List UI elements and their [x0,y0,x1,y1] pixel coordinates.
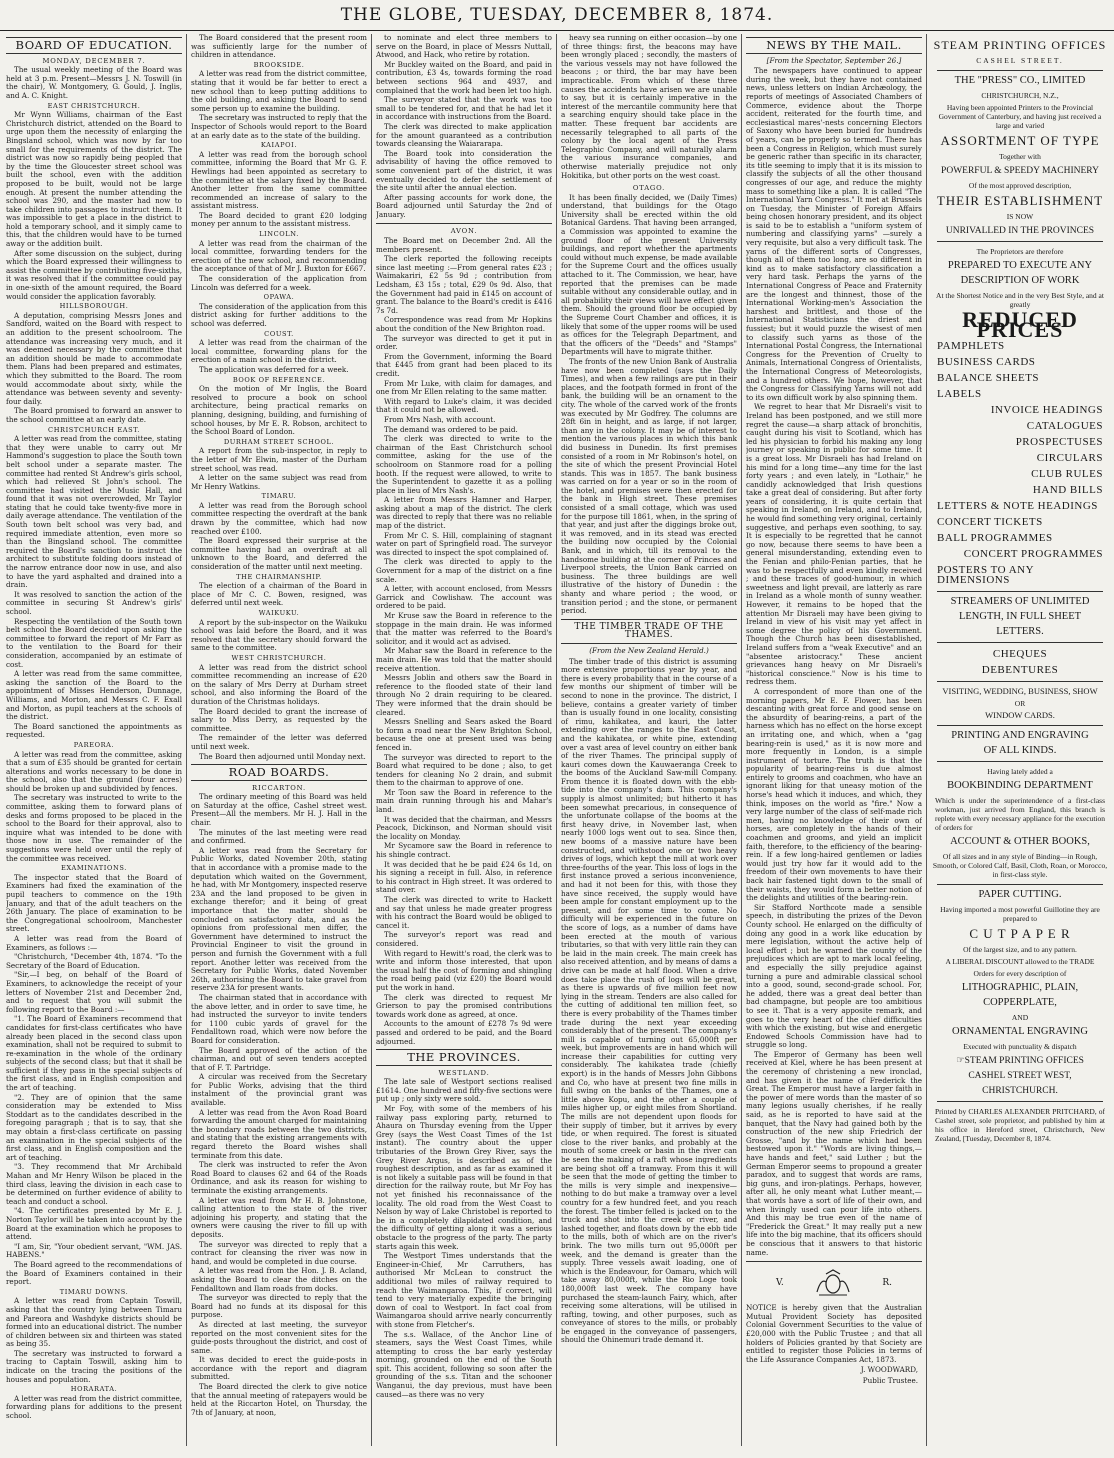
ad-heading: STEAM PRINTING OFFICES [933,38,1107,52]
ad-street: CASHEL STREET. [976,56,1064,65]
column-news-by-mail [746,34,922,1444]
article-paragraph: A letter was read from the Board of Examiners, as follows :— [6,933,182,952]
article-paragraph: A circular was received from the Secretary for Public Works, advising that the third instalment of the provincial grant was available. [191,1072,367,1108]
article-paragraph: A report from the sub-inspector, in reply to the letter of Mr Elwin, master of the Durham street school, was read. [191,446,367,473]
section-subtitle: OTAGO. [632,184,666,193]
ad-unrivalled: UNRIVALLED IN THE PROVINCES [945,226,1095,236]
article-paragraph: Mr Foy, with some of the members of his railway pass exploring party, returned to Ahaura on Thursday evening from the Upper Grey (says the West Coast Times of the 1st instant). The country about the upper tributaries of the Brown Grey River, says the Grey River Argus, is described as of the roughest description, and as far as examined it is not likely a suitable pass will be found in that direction for the railway route, but Mr Foy has not yet finished his reconnaissance of the locality. The old road from the West Coast to Nelson by way of Lake Christobel is reported to be in a completely dilapidated condition, and the difficulty of getting along it was a serious obstacle to the progress of the party. The party starts again this week. [376,1104,552,1251]
ad-ornamental: ORNAMENTAL ENGRAVING [952,1026,1088,1037]
article-paragraph: The surveyor was directed to reply that a contract for cleansing the river was now in hand, and would be completed in due course. [191,1239,367,1266]
masthead: THE GLOBE, TUESDAY, DECEMBER 8, 1874. [0,0,1114,31]
ad-lithographic: LITHOGRAPHIC, PLAIN, [961,982,1079,993]
article-paragraph: Mr Toon saw the Board in reference to the main drain running through his and Mahar's land. [376,787,552,815]
subheading: TIMARU. [261,492,297,501]
article-paragraph: A letter was read from the Secretary for Public Works, dated November 20th, stating that in accordance with a promise made to the deputation which waited on the Government, he had, with Mr Montgomery, inspected reserve 23A and the land proposed to be given in exchange therefor; and it being of great importance that the matter should be concluded on satisfactory data, and as the opinions from professional men differ, the Government have determined to instruct the Provincial Engineer to visit the ground in person and furnish the Government with a full report. Another letter was received from the Secretary for Public Works, dated November 26th, authorising the Board to take gravel from reserve 23A for present wants. [191,845,367,993]
article-paragraph: Mr Buckley waited on the Board, and paid in contribution, £3 4s, towards forming the road between sections 964 and 4937, and complained that the work had been let too high. [376,59,552,95]
article-paragraph: Sir Stafford Northcote made a sensible speech, in distributing the prizes of the Devon County school. He enlarged on the difficulty of doing any good in a work like education by mere legislation, without the active help of local effort ; but he warned the county of the prejudices which are apt to mark local feeling, and especially the silly prejudice against turning a pure and admirable classical school into a good, sound, second-grade school. For, he added, there was a great deal better than bad champagne, but people are too ambitious to see it. That is a very apposite remark, and goes to the very heart of the chief difficulties with which the existing, but wise and energetic Endowed Schools Commission have had to struggle so long. [746,902,922,1050]
article-paragraph: We regret to hear that Mr Disraeli's visit to Ireland has been postponed, and we still more regret the cause—a sharp attack of bronchitis, caught during his visit to Scotland, which has led his physician to forbid his making any long journey or speaking in public for some time. It is a great loss. Mr Disraeli has had Ireland on his mind for a long time—any time for the last forty years ; and even lately, in "Lothair," he candidly acknowledged that Irish questions take a great deal of considering. But after forty years of considering, it is quite certain that speaking in Ireland, on Ireland, and to Ireland, he would find something very original, certainly suggestive, and perhaps even soothing, to say. It is especially to be regretted that he cannot go now, because there seems to have been a general misunderstanding, extending even to the Fenian and philo-Fenian parties, that he was to be respectfully and even kindly received ; and these traces of good-humour, in which sweetness and light prevail, are latterly as rare in Ireland as a whole month of sunny weather. However, it remains to be hoped that the attention Mr Disraeli may have been giving to Ireland in view of his visit may yet affect in some degree the policy of his Government. Though the Church has been disestablished, Ireland suffers from a "weak Executive" and an "absentee aristocracy." These ancient grievances hang heavy on Mr Disraeli's "historical conscience." Now is his time to redress them. [746,402,922,687]
ad-item: CATALOGUES [1026,420,1103,432]
article-paragraph: The Board decided to grant £20 lodging money per annum to the assistant mistress. [191,210,367,229]
article-paragraph: The secretary was instructed to write to the committee, asking them to forward plans of desks and forms proposed to be placed in the school to the Board for their approval, also to inquire what was intended to be done with those now in use. The remainder of the suggestions were held over until the reply of the committee was received. [6,793,182,863]
ad-item: HAND BILLS [1032,484,1103,496]
article-paragraph: A letter on the same subject was read from Mr Henry Watkins. [191,473,367,491]
article-paragraph: From Mrs Nash, with account. [384,414,496,424]
article-paragraph: A letter from Messrs Hamner and Harper, asking about a map of the district. The clerk was directed to reply that there was no reliable map of the district. [376,495,552,531]
notice-role: Public Trustee. [862,1375,918,1385]
article-paragraph: Mr Kruse saw the Board in reference to the stoppage in the main drain. He was informed that the matter was referred to the Board's solicitor, and it would act as advised. [376,611,552,646]
subheading: EAST CHRISTCHURCH. [47,101,141,110]
article-paragraph: Correspondence was read from Mr Hopkins about the condition of the New Brighton road. [376,315,552,333]
ad-footer-city: CHRISTCHURCH. [982,1086,1058,1096]
article-paragraph: The surveyor was directed to reply that the Board had no funds at its disposal for this purpose. [191,1293,367,1320]
ad-assortment: ASSORTMENT OF TYPE [940,133,1100,148]
article-paragraph: heavy sea running on either occasion—by one of three things: first, the beacons may have been wrongly placed ; secondly, the masters of the various vessels may not have followed the beacons ; or third, the bar may have been impracticable. From which of these three causes the accidents have arisen we are unable to say, but it is certainly imperative in the interest of the mercantile community here that a searching enquiry should take place in the matter. These frequent bar accidents are necessarily telegraphed to all parts of the colony by the local agent of the Press Telegraphic Company, and will naturally alarm the various insurance companies, and otherwise materially prejudice not only Hokitika, but other ports on the west coast. [561,34,737,180]
article-paragraph: A letter was read from the committee, asking that a sum of £35 should be granted for certain alterations and works necessary to be done in the school, also that the ground (four acres) should be broken up and subdivided by fences. [6,749,182,793]
article-paragraph: The application was deferred for a week. [199,364,349,374]
ad-machinery: POWERFUL & SPEEDY MACHINERY [941,166,1099,176]
article-paragraph: A letter was read from Captain Toswill, asking that the country lying between Timaru and Pareora and Washdyke districts should be formed into an educational district. The number of children between six and thirteen was stated as being 35. [6,1296,182,1349]
subheading: PAREORA. [73,740,115,749]
crest-letter-v: V. [776,1277,784,1288]
article-paragraph: Mr Sycamore saw the Board in reference to his shingle contract. [376,841,552,860]
ad-visiting: VISITING, WEDDING, BUSINESS, SHOW [942,686,1098,696]
article-paragraph: A letter was read from Mr H. B. Johnstone, calling attention to the state of the river adjoining his property, and stating that the owners were causing the river to fill up with deposits. [191,1195,367,1239]
article-paragraph: The clerk was directed to write to the chairman of the East Christchurch school committee, asking for the use of the schoolroom on Stanmore road for a polling booth. If the request were allowed, to write to the Superintendent to gazette it as a polling place in lieu of Mrs Nash's. [376,434,552,495]
notice-rule [746,1261,922,1262]
section-subtitle: WESTLAND. [438,1068,490,1077]
article-paragraph: The clerk reported the following receipts since last meeting :—From general rates £23 ; Waimakariri, £2 5s 9d ; contribution from Ledsham, £3 15s ; total, £29 0s 9d. Also, that the Government had paid in £145 on account of grant. The balance to the Board's credit is £416 7s 7d. [376,254,552,315]
article-paragraph: A letter was read from the committee, stating that they were unable to carry out Mr Hammond's suggestion to place the South town belt school under a separate master. The committee had rented St Andrew's girls school, which had relieved St John's school. The committee had visited the Music Hall, and found that it was not overcrowded, Mr Taylor stating that he could take twenty-five more in daily average attendance. The ventilation of the South town belt school was very bad, and required immediate attention, even more so than the Bingsland school. The committee required the Board's sanction to instruct the architect to substitute folding doors instead of the narrow entrance door now in use, and also to have the yard asphalted and drained into a drain. [6,434,182,590]
ad-approved: Of the most approved description, [968,181,1072,190]
article-paragraph: The Board considered that the present room was sufficiently large for the number of children in attendance. [191,34,367,60]
article-paragraph: The Westport Times understands that the Engineer-in-Chief, Mr Carruthers, has authorised Mr McLean to construct the additional two miles of railway required to reach the Waimangaroa. This, if correct, will tend to very materially expedite the bringing down of coal to Westport. In fact coal from Waimangaroa should arrive nearly concurrently with stone from Fletcher's. [376,1251,552,1329]
ad-item: CIRCULARS [1036,452,1103,464]
ad-cut-paper: C U T P A P E R [969,926,1071,941]
article-paragraph: The surveyor's report was read and considered. [376,930,552,948]
article-paragraph: Respecting the ventilation of the South town belt school the Board decided upon asking the committee to forward the report of Mr Farr as to the ventilation to the Board for their consideration, accompanied by an estimate of cost. [6,616,182,669]
ad-item: BALL PROGRAMMES [937,532,1053,544]
ad-item: CONCERT PROGRAMMES [963,548,1103,560]
ad-footer-heading [931,1056,1109,1066]
article-paragraph: On the motion of Mr Inglis, the Board resolved to procure a book on school architecture, being practical remarks on planning, designing, building, and furnishing of school houses, by Mr E. R. Robson, architect to the School Board of London. [191,384,367,437]
article-paragraph: The Board decided to grant the increase of salary to Miss Derry, as requested by the committee. [191,706,367,733]
ad-together: Together with [999,152,1041,161]
article-paragraph: "Christchurch, "December 4th, 1874. "To the Secretary of the Board of Education. [6,952,182,970]
article-paragraph: A report by the sub-inspector on the Waikuku school was laid before the Board, and it was resolved that the secretary should forward the same to the committee. [191,617,367,653]
ad-added: Having lately added a [987,767,1053,776]
ad-proprietors: The Proprietors are therefore [976,247,1064,256]
article-paragraph: The Board expressed their surprise at the committee having had an overdraft at all unknown to the Board, and deferred the consideration of the matter until next meeting. [191,536,367,572]
subheading: WAIKUKU. [258,609,300,617]
article-paragraph: After some discussion on the subject, during which the Board expressed their willingness to assist the committee by contributing five-sixths, it was resolved that if the committee could pay in one-sixth of the amount required, the Board would consider the application favorably. [6,248,182,301]
ad-intro: Having been appointed Printers to the Provincial Government of Canterbury, and having just received a large and varied [938,103,1102,130]
notice-text: NOTICE is hereby given that the Australian Mutual Provident Society has deposited Colonial Government Securities to the value of £20,000 with the Public Trustee ; and that all holders of Policies granted by that Society are entitled to register those Policies in terms of the Life Assurance Companies Act, 1873. [746,1303,922,1364]
article-paragraph: A letter was read from the same committee, asking the sanction of the Board to the appointment of Misses Henderson, Dunnage, Williams, and Morton, and Messrs C. F. Exall and Morton, as pupil teachers at the schools of the district. [6,669,182,722]
notice-signature: J. WOODWARD, [860,1365,918,1375]
article-paragraph: A correspondent of more than one of the morning papers, Mr E. F. Flower, has been descanting with great force and good sense on the absurdity of bearing-reins, a part of the harness which has no effect on the horse except an irritating one, and which, when a "gag bearing-rein is used," as it is now more and more frequently in London, is a simple instrument of torture. The truth is that the popularity of bearing-reins is due almost entirely to grooms and coachmen, who have an ignorant liking for that uneasy motion of the horse's head which it induces, and which, they think, imposes on the world as "fire." Now a very large number of the class of self-made rich men, having no knowledge of their own of horses, are completely in the hands of their coachmen and grooms, and yield an implicit faith, therefore, to the efficiency of the bearing-rein. If a few long-haired gentlemen or ladies would just try how far it would add to the freedom of their own movements to have their back hair fastened tight down to the small of their waists, they would form a better notion of the delights and utilities of the bearing-rein. [746,686,922,903]
article-paragraph: The Board took into consideration the advisability of having the office removed to some convenient part of the district, it was eventually decided to defer the settlement of the site until after the annual election. [376,148,552,193]
article-paragraph: The chairman stated that in accordance with the above letter, and in order to save time, he had instructed the surveyor to invite tenders for 1100 cubic yards of gravel for the Fendalltown road, which were now before the Board for consideration. [191,992,367,1045]
article-paragraph: A letter was read from the borough school committee, informing the Board that Mr G. F. Hewlings had been appointed as secretary to the committee at the salary fixed by the Board. Another letter from the same committee recommended an increase of salary to the assistant mistress. [191,149,367,211]
subheading: COUST. [264,329,294,338]
article-paragraph: Mr Mahar saw the Board in reference to the main drain. He was told that the matter should receive attention. [376,646,552,673]
ad-paper-text: Having imported a most powerful Guillotine they are prepared to [940,905,1100,923]
article-paragraph: The Board promised to forward an answer to the school committee at an early date. [6,406,182,424]
article-paragraph: A letter, with account enclosed, from Messrs Garrick and Cowlishaw. The account was ordered to be paid. [376,584,552,611]
article-paragraph: It was decided that the chairman, and Messrs Peacock, Dickinson, and Norman should visit the locality on Monday. [376,814,552,841]
ad-paper-cutting: PAPER CUTTING. [978,889,1062,900]
ad-establishment: THEIR ESTABLISHMENT [936,193,1104,208]
article-paragraph: The consideration of the application from this district asking for further additions to the school was deferred. [191,301,367,328]
ad-cheques: CHEQUES [992,648,1048,660]
ad-printing: OF ALL KINDS. [983,745,1057,756]
section-title: BOARD OF EDUCATION. [6,37,182,54]
section-title: THE TIMBER TRADE OF THE THAMES. [561,619,737,644]
ad-liberal-discount: A LIBERAL DISCOUNT allowed to the TRADE [945,957,1095,966]
ad-streamers: LENGTH, IN FULL SHEET [958,611,1082,622]
article-paragraph: The Board approved of the action of the chairman, and out of seven tenders accepted that of F. T. Partridge. [191,1045,367,1072]
subheading: LINCOLN. [259,230,299,239]
article-paragraph: The secretary was instructed to forward a tracing to Captain Toswill, asking him to indicate on the tracing the positions of the houses and population. [6,1348,182,1384]
article-paragraph: The surveyor was directed to get it put in order. [376,333,552,352]
article-paragraph: The clerk was directed to apply to the Government for a map of the district on a fine scale. [376,557,552,584]
ad-copperplate: COPPERPLATE, [983,997,1057,1008]
ad-city: CHRISTCHURCH, N.Z., [981,91,1059,100]
article-paragraph: Mr Wynn Williams, chairman of the East Christchurch district, attended on the Board to urge upon them the necessity of enlarging the Bingsland school, which was now by far too small for the requirements of the district. The district was now so rapidly being peopled that by the time the Gloucester street school was built the school, even with the addition proposed to be built, would not be large enough. At present the number attending the school was 290, and the master had now to take children into passages to instruct them. It was impossible to get a place in the district to hold a temporary school, and it simply came to this, that the children would have to be turned away or the addition built. [6,110,182,249]
article-paragraph: A deputation, comprising Messrs Jones and Sandford, waited on the Board with respect to an addition to the present schoolroom. The attendance was increasing very much, and it was deemed necessary by the committee that an addition should be made to accommodate them. Plans had been prepared and estimates, which they submitted to the Board. The room would accommodate about sixty, while the attendance was between seventy and seventy-four daily. [6,310,182,406]
article-paragraph: Messrs Joblin and others saw the Board in reference to the flooded state of their land through No 2 drain requiring to be cleared. They were informed that the drain should be cleared. [376,673,552,717]
article-paragraph: The Board met on December 2nd. All the members present. [376,236,552,254]
section-title: NEWS BY THE MAIL. [746,37,922,54]
article-paragraph: As directed at last meeting, the surveyor reported on the most convenient sites for the guide-posts throughout the district, and cost of same. [191,1319,367,1355]
ad-item: LETTERS & NOTE HEADINGS [937,500,1098,512]
article-paragraph: The timber trade of this district is assuming more extensive proportions year by year, and there is every probability that in the course of a few months our shipment of timber will be second to none in the province. The district, I believe, contains a greater variety of timber than is usually found in one locality, consisting of rimu, kahikatea, and kauri, the latter extending over the ranges to the East Coast, and the kahikatea, or white pine, extending over a vast area of level country on either bank of the river Thames. The principal supply of kauri comes down the Kauwaeranga Creek to the booms of the Auckland Saw-mill Company. From thence it is floated down with the ebb-tide into the company's dam. This company's supply is almost unlimited; but hitherto it has been somewhat precarious, in consequence of the unfortunate collapse of the booms at the first heavy drive, in November last, when nearly 1000 logs went out to sea. Since then, new booms of a massive nature have been constructed, and withstood one or two heavy drives of logs, which kept the mill at work over three-fourths of the year. This loss of logs in the first instance proved a serious inconvenience, and had it not been for this, with those they have since received, the supply would have been ample for constant employment up to the present, and for some time to come. No difficulty will be experienced in the future on the score of logs, as a number of dams have been erected at the mouth of various tributaries, so that with very little rain they can be laid in the main creek. The main creek has also received attention, and by means of dams a drive can be made at half flood. When a drive does take place the rush of logs will be great, as there is upwards of five million feet now lying in the stream. Tenders are also called for the cutting of additional ten million feet, so there is every probability of the Thames timber trade during the next year exceeding considerably that of the present. The company's mill is capable of turning out 65,000ft per week, but improvements are in hand which will increase their capabilities for cutting very considerably. The kahikatea trade (chiefly export) is in the hands of Messrs John Gibbons and Co, who have at present two fine mills in full swing on the banks of the Thames, one a little above Kopu, and the other a couple of miles higher up, or eight miles from Shortland. The mills are not dependent upon floods for their supply of timber, but it arrives by every tide, or when required. The forest is situated close to the river banks, and probably at the mouth of some creek or basin in the river can be seen the making of a raft whose ingredients are being shot off a tramway. From this it will be seen that the mode of getting the timber to the mills is very simple and inexpensive—nothing to do but make a tramway over a level country for a few hundred feet, and you reach the forest. The timber felled is jacked on to the truck and shot into the creek or river, and lashed together, and floats down by the ebb tide to the mills, both of which are on the river's brink. The two mills turn out 95,000ft per week, and the demand is greater than the supply. Three vessels await loading, one of which is the Endeavour, for Oamaru, which will take away 80,000ft, while the Rio Loge took 180,000ft last week. The company have purchased the steam-launch Fairy, which, after receiving some alterations, will be utilised in rafting, towing, and other purposes, such as conveyance of stores to the mills, or probably be engaged in the conveyance of passengers, should the Ohinemuri trade demand it. [561,656,737,1345]
ad-streamers: LETTERS. [996,626,1044,637]
column-timber-trade [561,34,737,1444]
column-road-boards [191,34,367,1444]
article-paragraph: "2. They are of opinion that the same consideration may be extended to Miss Stoddart as to the candidates described in the foregoing paragraph ; that is to say, that she may obtain a first-class certificate on passing an examination in the special subjects of the first class, and in English composition and the art of teaching. [6,1092,182,1162]
article-paragraph: A letter was read from the chairman of the local committee, forwarding tenders for the erection of the new school, and recommending the acceptance of that of Mr J. Buxton for £667. [191,238,367,274]
article-paragraph: A letter was read from the Avon Road Board forwarding the amount charged for maintaining the boundary roads between the two districts, and stating that the existing arrangements with regard thereto the Board wishes shall terminate from this date. [191,1107,367,1160]
section-dateline: (From the New Zealand Herald.) [589,645,709,655]
section-dateline: [From the Spectator, September 26.] [766,55,902,65]
column-rule [556,34,557,1446]
article-paragraph: The surveyor was directed to report to the Board what required to be done ; also, to get tenders for cleaning No 2 drain, and submit them to the chairman to approve of one. [376,752,552,788]
ad-item: INVOICE HEADINGS [990,404,1103,416]
article-paragraph: A letter was read from the chairman of the local committee, forwarding plans for the erection of a main school in the district. [191,338,367,365]
article-paragraph: The clerk was directed to write to Hackett and say that unless he made greater progress with his contract the Board would be obliged to cancel it. [376,895,552,930]
article-paragraph: The clerk was instructed to refer the Avon Road Board to clauses 62 and 64 of the Roads Ordinance, and ask its reason for wishing to terminate the existing arrangements. [191,1160,367,1195]
article-paragraph: Accounts to the amount of £278 7s 9d were passed and ordered to be paid, and the Board adjourned. [376,1019,552,1046]
ad-prepared: PREPARED TO EXECUTE ANY [947,260,1093,271]
article-paragraph: The ordinary meeting of this Board was held on Saturday at the office, Cashel street west. Present—All the members. Mr H. J. Hall in the chair. [191,792,367,828]
ad-item: PAMPHLETS [937,340,1005,352]
subheading: BROOKSIDE. [253,60,305,69]
article-paragraph: The s.s. Wallace, of the Anchor Line of steamers, says the West Coast Times, while attempting to cross the bar early yesterday morning, grounded on the end of the South spit. This accident, following so soon after the grounding of the s.s. Titan and the schooner Wanganui, the day previous, must have been caused—as there was no very [376,1329,552,1399]
section-title: ROAD BOARDS. [191,764,367,781]
article-paragraph: "4. The certificates presented by Mr E. J. Norton Taylor will be taken into account by the Board at the examination which he proposes to attend. [6,1206,182,1242]
article-paragraph: The clerk was directed to make application for the amount guaranteed as a contribution towards cleansing the Waiararapa. [376,121,552,149]
section-subtitle: AVON. [376,223,552,236]
section-subtitle: RICCARTON. [252,783,306,792]
royal-crest [746,1268,922,1298]
article-paragraph: The Board then adjourned until Monday next. [199,751,366,761]
ad-window-cards: WINDOW CARDS. [985,710,1055,720]
subheading: THE CHAIRMANSHIP. [236,572,322,581]
subheading: TIMARU DOWNS. [59,1287,129,1296]
subheading: BOOK OF REFERENCE. [232,375,326,384]
article-paragraph: The election of a chairman of the Board in place of Mr C. C. Bowen, resigned, was deferred until next week. [191,581,367,608]
column-rule [186,34,187,1446]
article-paragraph: It has been finally decided, we (Daily Times) understand, that buildings for the Otago University shall be erected within the old Botanical Gardens. That having been arranged, a Commission was appointed to examine the ground floor of the present University buildings, and report whether the apartments could without much expense, be made available for the Supreme Court and the offices usually attached to it. The Commission, we hear, have reported that the premises can be made suitable without any considerable outlay, and in all probability their views will have effect given them. Should the ground floor be occupied by the Supreme Court Chamber and offices, it is likely that some of the upper rooms will be used as offices for the Telegraph Department, and that the officers of the "Deeds" and "Stamps" Departments will have to migrate thither. [561,192,737,357]
article-paragraph: From Mr Luke, with claim for damages, and one from Mr Ellen relating to the same matter. [376,378,552,397]
article-paragraph: "1. The Board of Examiners recommend that candidates for first-class certificates who have already been placed in the second class upon examination, shall not be required to submit to re-examination in the whole of the ordinary subjects of the second class; but that it shall be sufficient if they pass in the special subjects of the first class, and in English composition and the art of teaching. [6,1014,182,1093]
subheading: HILLSBOROUGH. [59,302,129,311]
ad-or: OR [1014,699,1026,708]
column-rule [371,34,372,1446]
column-rule [926,34,927,1446]
article-paragraph: The surveyor stated that the work was too small to be tendered for, and that he had let it in accordance with instructions from the Board. [376,95,552,122]
article-paragraph: A letter was read from the Hon. J. B. Acland, asking the Board to clear the ditches on the Fendalltown and Ilam roads from docks. [191,1266,367,1293]
article-paragraph: to nominate and elect three members to serve on the Board, in place of Messrs Nuttall, Atwood, and Hack, who retire by rotation. [376,34,552,60]
article-paragraph: The fronts of the new Union Bank of Australia have now been completed (says the Daily Times), and when a few railings are put in their places, and the footpath formed in front of the bank, the building will be an ornament to the city. The whole of the carved work of the fronts was executed by Mr Godfrey. The columns are 28ft 6in in height, and as large, if not larger, than any in the colony. It may be of interest to mention the various places in which this bank did business in Dunedin. Its first premises consisted of a room in Mr Robinson's hotel, on the site of which the present Provincial Hotel stands. This was in 1857. The bank business was carried on for a year or so in the room of the hotel, and premises were then erected for the bank in High street. These premises consisted of a small cottage, which was used for the purpose till 1861, when, in the spring of that year, and just after the diggings broke out, it was removed, and in its stead was erected the building now occupied by the Colonial Bank, and in which, till its removal to the handsome building at the corner of Princes and Liverpool streets, the Union Bank carried on business. The three buildings are well illustrative of the history of Dunedin : the shanty and whare period ; the wood, or transition period ; and the stone, or permanent period. [561,356,737,616]
ad-executed: Executed with punctuality & dispatch [963,1042,1077,1051]
column-provinces [376,34,552,1444]
subheading: KAIAPOI. [260,141,298,150]
article-paragraph: The demand was ordered to be paid. [384,424,518,434]
article-paragraph: With regard to Luke's claim, it was decided that it could not be allowed. [376,396,552,415]
ad-and: AND [1011,1013,1029,1022]
subheading: OPAWA. [263,293,295,302]
ad-account-books: ACCOUNT & OTHER BOOKS, [950,836,1090,847]
ad-streamers: STREAMERS OF UNLIMITED [950,596,1090,607]
article-paragraph: A letter was read from the district school committee recommending an increase of £20 on the salary of Mrs Derry at Durham street school, and also informing the Board of the duration of the Christmas holidays. [191,662,367,706]
article-paragraph: From the Government, informing the Board that £445 from grant had been placed to its credit. [376,351,552,378]
ad-bookbinding-text: Which is under the superintendence of a first-class workman, just arrived from England, this branch is replete with every necessary appliance for the execution of orders for [935,796,1105,832]
subheading: HORARATA. [70,1385,118,1394]
ad-item: CLUB RULES [1031,468,1103,480]
article-paragraph: "I am, Sir, "Your obedient servant, "WM. JAS. HABENS." [6,1241,182,1260]
article-paragraph: The minutes of the last meeting were read and confirmed. [191,827,367,846]
article-paragraph: The consideration of the application from Lincoln was deferred for a week. [191,274,367,292]
ad-item: BUSINESS CARDS [937,356,1036,368]
article-paragraph: It was decided that he be paid £24 6s 1d, on his signing a receipt in full. Also, in reference to his contract in High street. It was ordered to stand over. [376,859,552,895]
article-paragraph: The newspapers have continued to appear during the week, but they have not contained news, unless letters on Indian Archæology, the reports of meetings of Associated Chambers of Commerce, evidence about the Thorpe accident, reiterated for the fourth time, and ecclesiastical mares'-nests concerning Electors of Saxony who have been buried for hundreds of years, can be properly so termed. There has been a Congress in Religion, which must surely be generic rather than specific in its character, its title seeming to imply that it is its mission to classify the subjects of all the other thousand congresses of our age, and reduce the mighty mass to something like a plan. It is called "The International Yarn Congress." It met at Brussels on Tuesday, the Minister of Foreign Affairs being chosen honorary president, and its object is said to be to establish a "uniform system of numbering and classifying yarns" —surely a very requisite, but also a very difficult task. The yarns of the different sorts of Congresses, though all of them too long, are so different in kind as to make satisfactory classification a very hard task. Perhaps the yarns of the International Congress of Peace and Fraternity are the longest and thinnest, those of the International Working-men's Association the harshest and brittlest, and those of the International Statisticians the driest and fussiest; but it would puzzle the wisest of men to classify such yarns as those of the International Postal Congress, the International Congress for the Prevention of Cruelty to Animals, International Congress of Orientalists, the International Congress of Meteorologists, and a hundred others. We hope, however, that the Congress for Classifying Yarns will not add to its own difficult work by also spinning them. [746,66,922,402]
ad-printing: PRINTING AND ENGRAVING [951,730,1089,741]
article-paragraph: It was resolved to sanction the action of the committee in securing St Andrew's girls' school. [6,589,182,616]
ad-item: CONCERT TICKETS [937,516,1043,528]
article-paragraph: It was decided to erect the guide-posts in accordance with the report and diagram submitted. [191,1355,367,1382]
article-paragraph: After passing accounts for work done, the Board adjourned until Saturday the 2nd of January. [376,192,552,219]
ad-item: BALANCE SHEETS [937,372,1040,384]
pointing-hand-icon: ☞ [956,1056,965,1066]
subheading: WEST CHRISTCHURCH. [231,653,327,662]
ad-bookbinding: BOOKBINDING DEPARTMENT [947,780,1093,791]
ad-footer-street: CASHEL STREET WEST, [968,1071,1072,1081]
ad-item: PROSPECTUSES [1015,436,1103,448]
ad-company: THE "PRESS" CO., LIMITED [954,75,1086,86]
article-paragraph: From Mr C. S. Hill, complaining of stagnant water on part of Springfield road. The surveyor was directed to inspect the spot complained of. [376,530,552,557]
article-paragraph: The secretary was instructed to reply that the Inspector of Schools would report to the Board at an early date as to the state of the building. [191,113,367,140]
column-board-of-education [6,34,182,1444]
ad-footer-line: STEAM PRINTING OFFICES [964,1056,1084,1066]
subheading: CHRISTCHURCH EAST. [48,425,140,434]
ad-largest-size: Of the largest size, and to any pattern. [963,945,1077,954]
crest-letter-r: R. [882,1277,892,1288]
article-paragraph: The usual weekly meeting of the Board was held at 3 p.m. Present—Messrs J. N. Toswill (in the chair), W. Montgomery, G. Gould, J. Inglis, and A. C. Knight. [6,65,182,100]
article-paragraph: The clerk was directed to request Mr Grierson to pay the promised contributions towards work done as agreed, at once. [376,992,552,1019]
subheading: DURHAM STREET SCHOOL. [223,437,335,446]
section-date: MONDAY, DECEMBER 7. [42,56,146,65]
ad-orders: Orders for every description of [973,969,1067,978]
ad-item-list [931,341,1109,585]
article-paragraph: "3. They recommend that Mr Archibald Mahan and Mr Henry Wilson be placed in the third class, leaving the division in each case to be determined on further evidence of ability to teach and conduct a school. [6,1162,182,1206]
article-paragraph: A letter was read from the district committee, forwarding plans for additions to the present school. [6,1393,182,1421]
article-paragraph: The Board directed the clerk to give notice that the annual meeting of ratepayers would be held at the Riccarton Hotel, on Thursday, the 7th of January, at noon, [191,1382,367,1417]
ad-is-now: IS NOW [1006,212,1034,221]
subheading: EXAMINATIONS. [61,864,127,873]
article-paragraph: A letter was read from the Borough school committee respecting the overdraft at the bank drawn by the committee, which had now reached over £100. [191,500,367,536]
article-paragraph: Messrs Snelling and Sears asked the Board to form a road near the New Brighton School, because the one at present used was being fenced in. [376,717,552,752]
article-paragraph: The Board sanctioned the appointments as requested. [6,721,182,740]
article-paragraph: The Board agreed to the recommendations of the Board of Examiners contained in their report. [6,1259,182,1287]
article-paragraph: The Emperor of Germany has been well received at Kiel, where he has been present at the ceremony of christening a new ironclad, and has given it the name of Frederick the Great. The Emperor must have a larger faith in the power of mere words than the master of so many legions usually cherishes, if he really said, as he is reported to have said at the banquet, that the Navy had gained both by the construction of the new ship Friedrich der Grosse, "and by the name which had been bestowed upon it." "Words are living things,—have hands and feet," said Luther ; but the German Emperor seems to propound a greater paradox, and to suggest that words are rams, big guns, and iron-platings. Perhaps, however, after all, he only meant what Luther meant,—that words have a sort of life of their own, and when livingly used can pour life into others. And this may be true even of the name of "Frederick the Great." It may really put a new life into the big machine, that its officers should be conscious that it answers to that historic name. [746,1049,922,1257]
ad-debentures: DEBENTURES [981,664,1059,676]
ad-description: DESCRIPTION OF WORK [960,275,1080,286]
article-paragraph: The remainder of the letter was deferred until next week. [191,733,367,751]
ad-account-text: Of all sizes and in any style of Binding—in Rough, Smooth, or Colored Calf, Basil, Cloth, Roan, or Morocco, in first-class style. [932,852,1108,879]
article-paragraph: "Sir,—I beg, on behalf of the Board of Examiners, to acknowledge the receipt of your letters of November 21st and December 2nd, and to request that you will submit the following report to the Board :— [6,970,182,1014]
article-paragraph: The inspector stated that the Board of Examiners had fixed the examination of the pupil teachers to commence on the 19th January, and that of the adult teachers on the 26th January. The place of examination to be the Congregational schoolroom, Manchester street. [6,872,182,934]
column-rule [741,34,742,1446]
imprint: Printed by CHARLES ALEXANDER PRITCHARD, of Cashel street, sole proprietor, and published by him at his office in Hereford street, Christchurch, New Zealand, [Tuesday, December 8, 1874. [935,1107,1105,1143]
article-paragraph: A letter was read from the district committee, stating that it would be far better to erect a new school than to keep putting additions to the old building, and asking the Board to send some person up to examine the building. [191,69,367,113]
section-title: THE PROVINCES. [376,1049,552,1066]
ad-item: POSTERS TO ANY DIMENSIONS [937,564,1034,586]
ad-item: LABELS [937,388,982,400]
column-printing-advertisement [931,34,1109,1444]
ad-shortest-notice: At the Shortest Notice and in the very Best Style, and at greatly [936,291,1104,309]
ad-reduced-prices: REDUCED PRICES [962,307,1078,342]
article-paragraph: The late sale of Westport sections realised £1614. One hundred and fifty-five sections were put up ; only sixty were sold. [376,1077,552,1104]
royal-arms-icon [813,1268,853,1298]
article-paragraph: With regard to Hewitt's road, the clerk was to write and inform those interested, that upon the usual half the cost of forming and shingling the road being paid (viz £20) the Board would put the work in hand. [376,948,552,992]
